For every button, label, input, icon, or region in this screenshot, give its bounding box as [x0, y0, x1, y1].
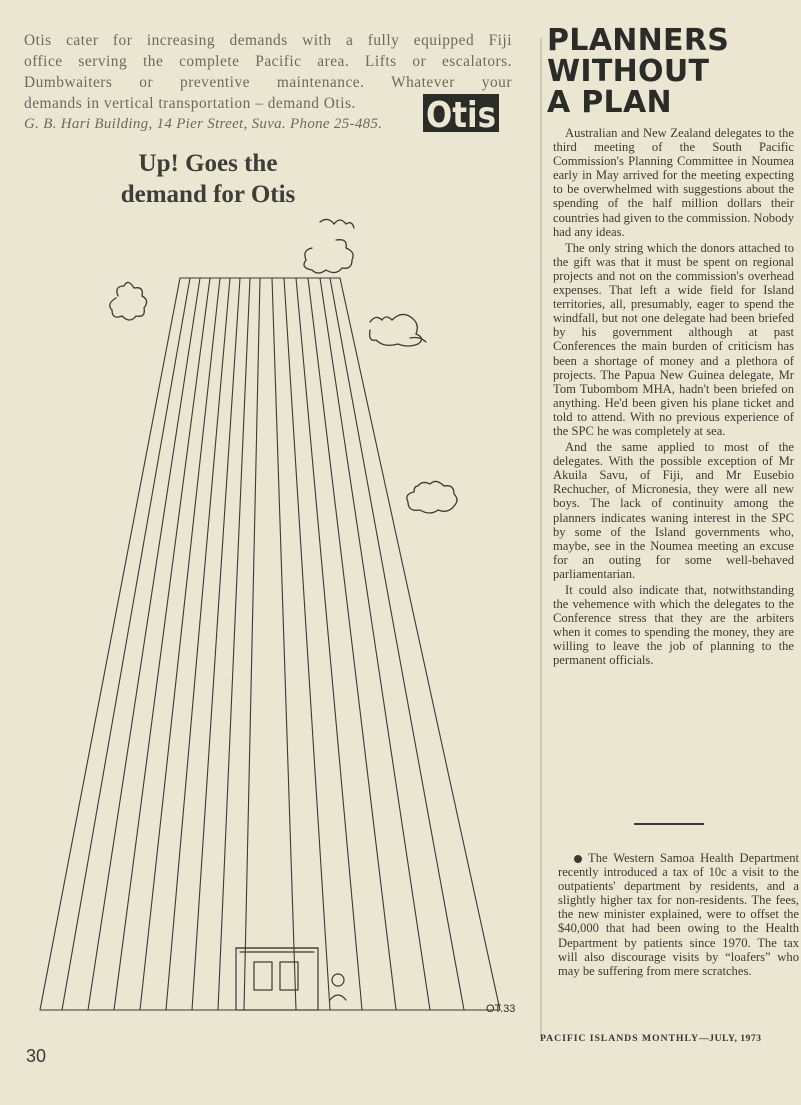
- ad-headline: [44, 148, 372, 210]
- cloud-icon: [407, 481, 457, 513]
- ad-line: Dumbwaiters or preventive maintenance. Whatever your: [24, 74, 512, 91]
- bullet-icon: [574, 855, 582, 863]
- otis-logo-icon: [423, 94, 499, 136]
- cloud-icon: [370, 314, 426, 346]
- article-title: [547, 25, 747, 118]
- article-title-line: A PLAN: [547, 85, 672, 120]
- running-footer: [540, 1033, 799, 1044]
- page-number: 30: [26, 1046, 47, 1066]
- ad-line: demands in vertical transportation – demand Otis.: [24, 95, 356, 112]
- publication-name: PACIFIC ISLANDS MONTHLY: [540, 1033, 699, 1044]
- article-paragraph: It could also indicate that, notwithstanding the vehemence with which the delegates to the Conference stress that they are the arbiters when it comes to spending the money, they are willing to leave the job of planning to the permanent officials.: [553, 583, 794, 668]
- column-divider: [540, 38, 542, 1038]
- article-paragraph: Australian and New Zealand delegates to the third meeting of the South Pacific Commission's Planning Committee in Noumea early in May arrived for the meeting expecting to be overwhelmed with suggestions about the spending of the half million dollars their countries had given to the commission. Nobody had any ideas.: [553, 126, 794, 239]
- ad-code: OT.33: [486, 1003, 516, 1015]
- building-illustration: [40, 210, 530, 1020]
- section-rule: [634, 823, 704, 825]
- article-paragraph: And the same applied to most of the delegates. With the possible exception of Mr Akuila Savu, of Fiji, and Mr Eusebio Rechucher, of Micronesia, they were all new boys. The lack of continuity among the planners indicates waning interest in the SPC by some of the Island governments who, maybe, see in the Noumea meeting an excuse for an outing for some well-behaved parliamentarian.: [553, 440, 794, 581]
- issue-date: —JULY, 1973: [698, 1033, 762, 1044]
- article-title-line: PLANNERS: [547, 23, 730, 58]
- building-lines: [40, 278, 500, 1010]
- ad-line: Otis cater for increasing demands with a fully equipped Fiji: [24, 32, 512, 49]
- article-title-line: WITHOUT: [547, 54, 710, 89]
- ad-headline-line: demand for Otis: [120, 181, 296, 208]
- cloud-icon: [110, 282, 147, 320]
- otis-logo-text: Otis: [426, 95, 496, 136]
- ad-line: office serving the complete Pacific area. Lifts or escalators.: [24, 53, 512, 70]
- news-note-text: The Western Samoa Health Department recently introduced a tax of 10c a visit to the outpatients' department by residents, and a slightly higher tax for non-residents. The fees, the new minister explained, were to offset the $40,000 that had been owing to the Health Department by patients since 1970. The tax will also discourage visits by “loafers” who may be suffering from mere scratches.: [558, 851, 799, 978]
- news-note: [558, 851, 799, 978]
- ad-headline-line: Up! Goes the: [138, 150, 278, 177]
- article-paragraph: The only string which the donors attached to the gift was that it must be spent on regional projects and not on the commission's overhead expenses. That left a wide field for Island territories, all, presumably, eager to spend the windfall, but not one delegate had been briefed by his government although at past Conferences the main burden of criticism has been a shortage of money and a plethora of projects. The Papua New Guinea delegate, Mr Tom Tubombom MHA, hadn't been briefed on anything. He'd been given his plane ticket and told to attend. With no previous experience of the SPC he was completely at sea.: [553, 240, 794, 438]
- article-body: [553, 126, 794, 670]
- ad-address: G. B. Hari Building, 14 Pier Street, Suva. Phone 25-485.: [24, 116, 383, 132]
- cloud-icon: [304, 219, 354, 273]
